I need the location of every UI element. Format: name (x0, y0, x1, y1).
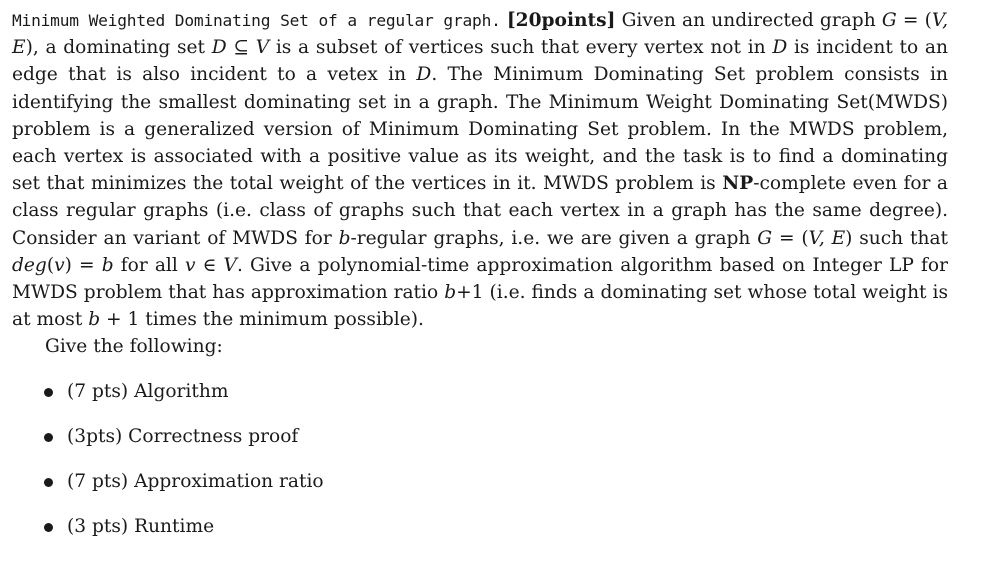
bullet-icon (44, 478, 53, 487)
math-var: v (184, 254, 196, 276)
list-item (12, 378, 948, 405)
math-var: V, E (808, 227, 846, 249)
bullet-icon (44, 523, 53, 532)
math-var: V (223, 254, 237, 276)
bullet-icon (44, 388, 53, 397)
body-text: . The Minimum Dominating Set problem consists in identifying the smallest dominating set in a graph. The Minimum Weight Dominating Set(MWDS) problem is a generalized version of Minimum Dominating Set problem. In the MWDS problem, each vertex is associated with a positive value as its weight, and the task is to find a dominating set that minimizes the total weight of the vertices in it. MWDS problem is (12, 64, 948, 195)
body-text: for all (113, 254, 185, 276)
list-item (12, 468, 948, 495)
body-text: ⊆ (226, 37, 256, 59)
problem-paragraph (12, 7, 948, 333)
math-var: V, E (12, 10, 948, 59)
body-text: -regular graphs, i.e. we are given a graph (350, 227, 758, 249)
body-text: Given an undirected graph (621, 10, 882, 31)
math-var: D (416, 64, 432, 86)
math-var: V (255, 37, 270, 59)
math-var: D (772, 37, 788, 59)
math-var: deg (12, 254, 47, 276)
body-text: is a subset of vertices such that every vertex not in (269, 37, 773, 59)
body-text: is incident to an edge that is also incident to a vetex in (12, 37, 948, 86)
list-item-label: (7 pts) Approximation ratio (67, 470, 324, 492)
body-text: ), a dominating set (25, 37, 212, 59)
body-text: = ( (896, 10, 932, 31)
body-text: . Give a polynomial-time approximation algorithm based on Integer LP for MWDS problem that has approximation ratio (12, 254, 948, 304)
math-var: D (211, 37, 227, 59)
body-text: ) = (64, 254, 102, 276)
deliverables-list (12, 378, 948, 540)
body-text: +1 (i.e. finds a dominating set whose total weight is at most (12, 282, 949, 331)
math-var: G (881, 10, 897, 31)
points-label: [20points] (506, 10, 616, 31)
math-var: b (101, 254, 114, 276)
give-following-label: Give the following: (45, 336, 223, 358)
math-var: b (444, 282, 457, 304)
bullet-icon (44, 433, 53, 442)
math-var: b (338, 227, 351, 249)
math-var: G (757, 227, 773, 249)
np-symbol: NP (722, 173, 754, 195)
list-item (12, 423, 948, 450)
math-var: b (88, 309, 101, 331)
list-item (12, 513, 948, 540)
body-text: ( (46, 254, 55, 276)
problem-title: Minimum Weighted Dominating Set of a regular graph. (12, 11, 501, 30)
body-text: ) such that (845, 227, 949, 249)
list-item-label: (7 pts) Algorithm (67, 380, 229, 402)
body-text: + 1 times the minimum possible). (100, 309, 424, 331)
math-var: v (54, 254, 65, 276)
problem-statement (12, 7, 948, 558)
body-text: = ( (772, 227, 809, 249)
list-item-label: (3pts) Correctness proof (67, 425, 299, 447)
body-text: ∈ (195, 254, 224, 276)
body-text: -complete even for a class regular graphs (i.e. class of graphs such that each vertex in a graph has the same degree). Consider an variant of MWDS for (12, 173, 948, 249)
list-item-label: (3 pts) Runtime (67, 515, 215, 537)
